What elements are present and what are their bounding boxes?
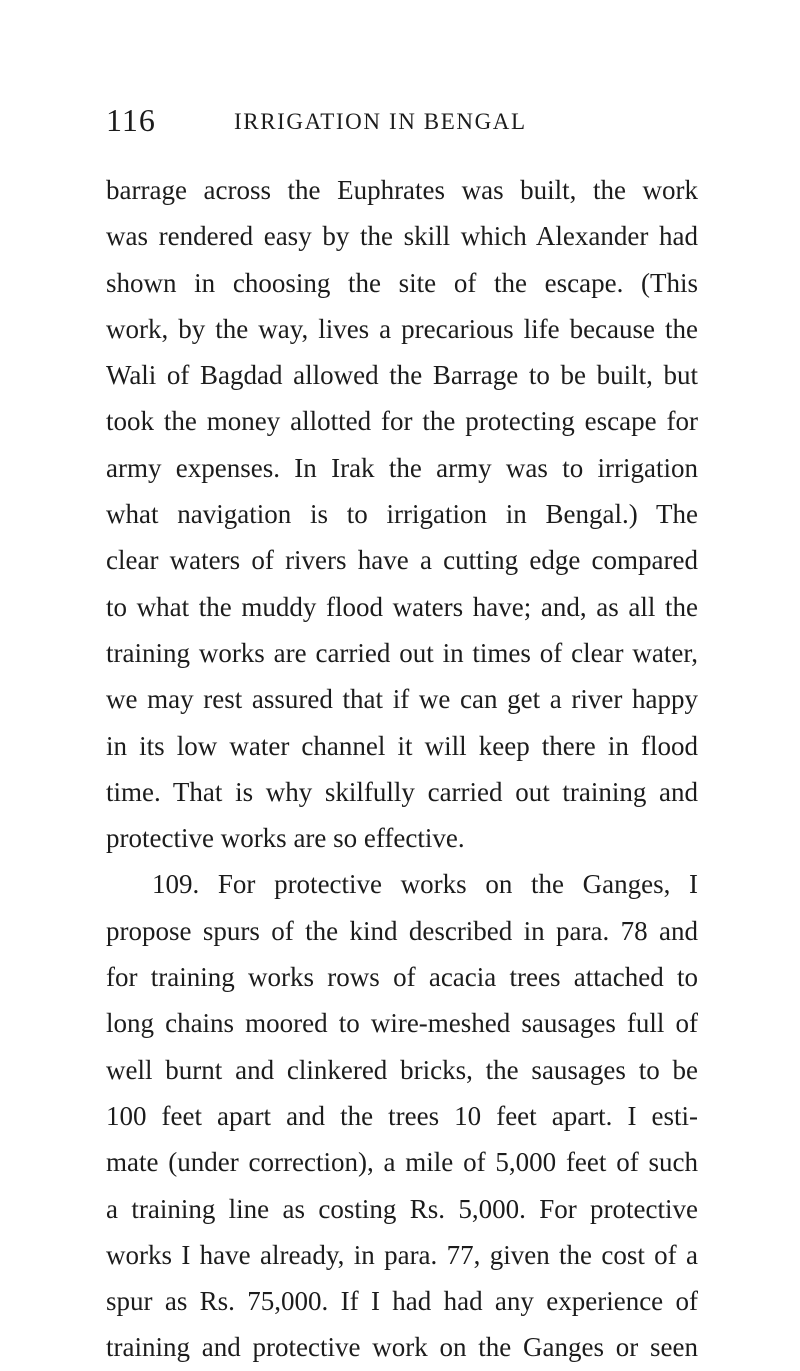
text-line: for training works rows of acacia trees attached to <box>106 962 698 993</box>
text-line: well burnt and clinkered bricks, the sausages to be <box>106 1054 698 1085</box>
text-line: works I have already, in para. 77, given the cost of a <box>106 1239 698 1270</box>
text-line: 100 feet apart and the trees 10 feet apart. I esti- <box>106 1100 698 1131</box>
text-line: took the money allotted for the protecting escape for <box>106 406 698 437</box>
text-line: training and protective work on the Ganges or seen <box>106 1332 698 1363</box>
page-number: 116 <box>106 102 156 138</box>
text-line: shown in choosing the site of the escape. (This <box>106 267 698 298</box>
text-line: work, by the way, lives a precarious life because the <box>106 313 698 344</box>
running-head <box>106 100 692 140</box>
text-line: army expenses. In Irak the army was to irrigation <box>106 452 698 483</box>
text-line: in its low water channel it will keep there in flood <box>106 730 698 761</box>
text-line: we may rest assured that if we can get a river happy <box>106 684 698 715</box>
text-line: barrage across the Euphrates was built, the work <box>106 175 698 205</box>
text-line: time. That is why skilfully carried out training and <box>106 776 698 807</box>
text-line: a training line as costing Rs. 5,000. For protective <box>106 1193 698 1224</box>
paragraph-end-line: protective works are so effective. <box>106 823 465 854</box>
text-line: was rendered easy by the skill which Alexander had <box>106 221 698 252</box>
text-line: training works are carried out in times of clear water, <box>106 637 698 668</box>
text-line: what navigation is to irrigation in Bengal.) The <box>106 499 698 530</box>
text-line: to what the muddy flood waters have; and, as all the <box>106 591 698 622</box>
text-line: mate (under correction), a mile of 5,000 feet of such <box>106 1147 698 1178</box>
text-line: Wali of Bagdad allowed the Barrage to be built, but <box>106 360 698 391</box>
body-text <box>106 167 698 1371</box>
text-line: spur as Rs. 75,000. If I had had any experience of <box>106 1286 698 1317</box>
text-line: clear waters of rivers have a cutting edge compared <box>106 545 698 576</box>
text-line: long chains moored to wire-meshed sausages full of <box>106 1008 698 1039</box>
running-head-title: IRRIGATION IN BENGAL <box>234 109 527 134</box>
paragraph-109-first-line: 109. For protective works on the Ganges, I <box>152 869 698 900</box>
text-line: propose spurs of the kind described in para. 78 and <box>106 915 698 946</box>
